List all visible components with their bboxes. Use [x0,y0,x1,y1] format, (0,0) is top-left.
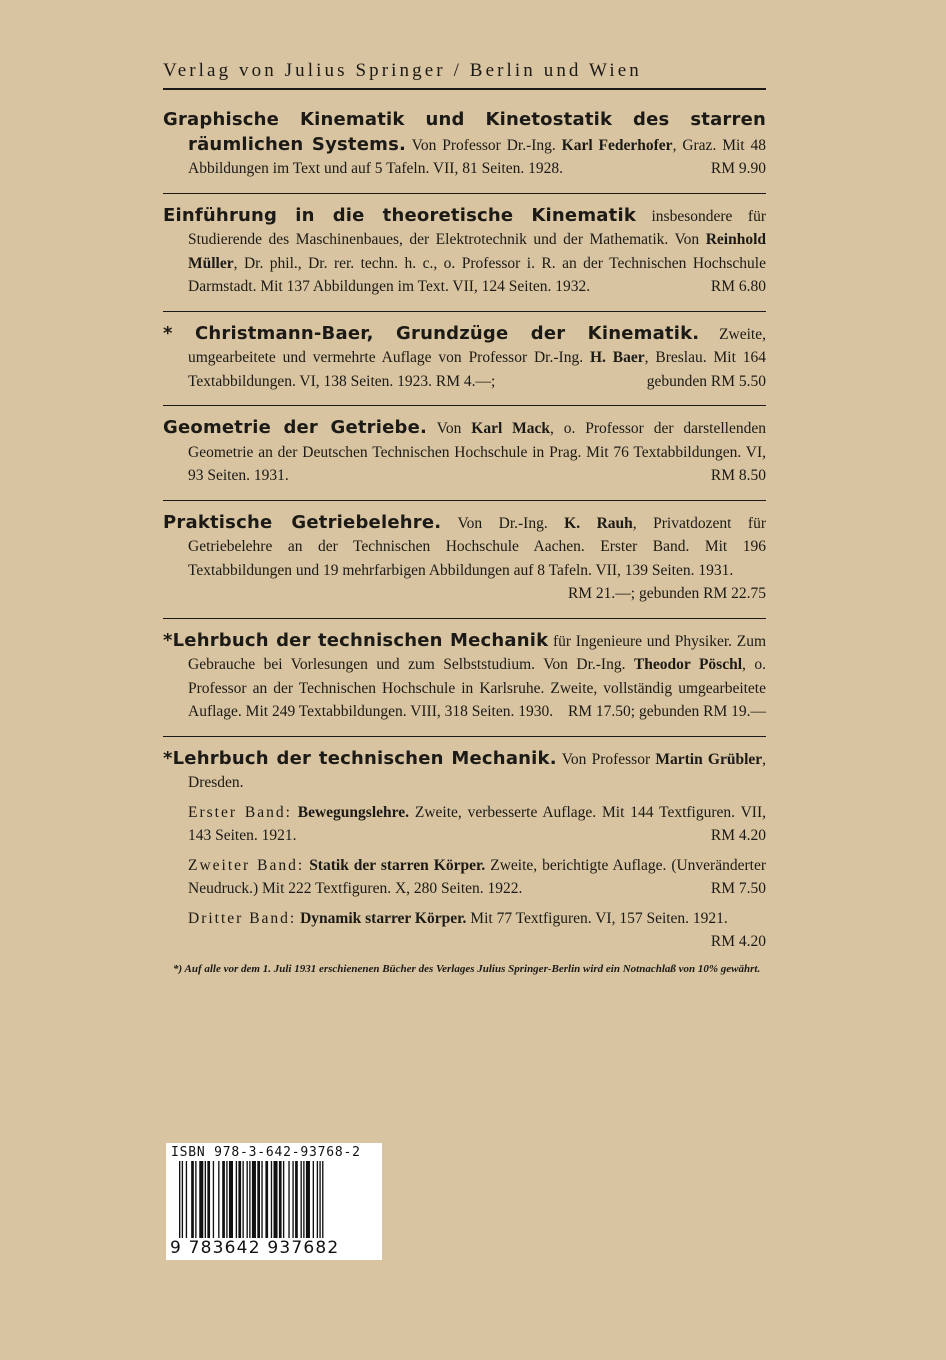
barcode-bar [317,1161,318,1239]
volume-item [163,854,766,901]
book-entry [163,416,766,488]
barcode-bar [247,1161,248,1239]
volume-description: Mit 77 Textfiguren. VI, 157 Seiten. 1921. [470,909,728,927]
ean-digits: 9 783642 937682 [170,1238,340,1258]
barcode-bar [218,1161,219,1239]
barcode-bar [313,1161,314,1239]
barcode-bar [199,1161,203,1239]
barcode-bar [182,1161,183,1249]
volume-subtitle: Bewegungslehre. [297,803,409,821]
barcode-bar [205,1161,206,1239]
volume-description: Zweite, verbesserte Auflage. Mit 144 Textfiguren. VII, 143 Seiten. 1921. [188,803,766,844]
barcode-bar [207,1161,210,1239]
book-price: gebunden RM 5.50 [646,372,766,390]
book-author: K. Rauh [564,514,633,532]
barcode-bar [303,1161,304,1239]
book-title: * Christmann-Baer, Grundzüge der Kinematik. [163,322,700,344]
barcode-bar [238,1161,241,1239]
volume-subtitle: Dynamik starrer Körper. [300,909,467,927]
book-entry [163,322,766,394]
barcode-bar [279,1161,282,1239]
book-price: RM 9.90 [710,160,766,177]
entry-divider [163,618,766,619]
barcode-bar [229,1161,233,1239]
barcode-bars [179,1161,369,1249]
volume-item [163,801,766,848]
book-author: Reinhold Müller [188,231,767,272]
barcode-bar [191,1161,194,1239]
barcode-bar [242,1161,243,1239]
barcode-bar [195,1161,196,1239]
book-price: RM 8.50 [710,467,766,484]
entry-divider [163,736,766,737]
barcode-bar [306,1161,310,1239]
book-description: , Dr. phil., Dr. rer. techn. h. c., o. Professor i. R. an der Technischen Hochschule Darmstadt. Mit 137 Abbildungen im Text. VII, 124 Seiten. 1932. [188,254,766,295]
volume-price: RM 4.20 [710,933,766,950]
book-description: , Privatdozent für Getriebelehre an der Technischen Hochschule Aachen. Erster Band. Mit 196 Textabbildungen und 19 mehrfarbigen Abbildungen auf 8 Tafeln. VII, 139 Seiten. 1931. [188,514,766,579]
book-description: , o. Professor an der Technischen Hochschule in Karlsruhe. Zweite, vollständig umgearbeitete Auflage. Mit 249 Textabbildungen. VIII, 318 Seiten. 1930. [188,656,767,720]
barcode-bar [301,1161,302,1239]
barcode-bar [271,1161,272,1239]
book-title: Geometrie der Getriebe. [163,417,428,438]
book-author: Theodor Pöschl [633,656,743,673]
book-price: RM 6.80 [710,278,766,295]
book-price: RM 21.—; gebunden RM 22.75 [567,585,766,602]
barcode-bar [274,1161,278,1239]
book-entry [163,108,766,181]
page [163,60,766,976]
book-entry [163,629,766,724]
book-description: insbesondere für Studierende des Maschinenbaues, der Elektrotechnik und der Mathematik. Von [188,207,766,248]
volume-list [163,801,766,954]
book-description: für Ingenieure und Physiker. Zum Gebrauche bei Vorlesungen und zum Selbststudium. Von Dr.-Ing. [188,632,767,673]
book-author: H. Baer [589,349,645,366]
publisher-header: Verlag von Julius Springer / Berlin und Wien [163,60,766,90]
book-description: Von Dr.-Ing. [457,514,548,532]
barcode-bar [261,1161,262,1239]
barcode-bar [283,1161,284,1239]
book-entry-gruebler [163,747,766,954]
volume-label: Zweiter Band: [188,856,305,874]
volume-label: Dritter Band: [188,909,297,927]
barcode-bar [319,1161,320,1249]
entry-divider [163,311,766,312]
footnote: *) Auf alle vor dem 1. Juli 1931 erschienenen Bücher des Verlages Julius Springer-Berlin wird ein Notnachlaß von 10% gewährt. [173,962,761,975]
book-description: , Breslau. Mit 164 Textabbildungen. VI, 138 Seiten. 1923. RM 4.—; [188,349,767,390]
barcode-bar [295,1161,298,1239]
book-entry [163,204,766,299]
volume-description: Zweite, berichtigte Auflage. (Unveränderter Neudruck.) Mit 222 Textfiguren. X, 280 Seiten. 1922. [188,856,766,897]
barcode-bar [257,1161,260,1239]
barcode-bar [322,1161,323,1249]
barcode-bar [292,1161,293,1239]
book-title: Praktische Getriebelehre. [163,511,442,533]
entry-divider [163,500,766,501]
book-list [163,108,766,737]
book-description: Von Professor Dr.-Ing. [411,136,556,154]
book-description: , Dresden. [188,750,767,791]
barcode-bar [288,1161,289,1239]
isbn-label: ISBN 978-3-642-93768-2 [171,1145,361,1160]
barcode-bar [226,1161,227,1239]
book-entry [163,511,766,606]
entry-divider [163,193,766,194]
isbn-barcode [166,1143,382,1260]
barcode-bar [186,1161,187,1239]
book-description: , o. Professor der darstellenden Geometrie an der Deutschen Technischen Hochschule in Prag. Mit 76 Textabbildungen. VI, 93 Seiten. 1931. [188,420,766,484]
volume-subtitle: Statik der starren Körper. [309,856,486,874]
volume-item [163,907,766,954]
book-title: Einführung in die theoretische Kinematik [163,204,636,226]
barcode-bar [252,1161,256,1249]
book-title: *Lehrbuch der technischen Mechanik [163,629,549,651]
volume-label: Erster Band: [188,803,292,821]
barcode-bar [265,1161,268,1239]
book-price: RM 17.50; gebunden RM 19.— [567,703,766,720]
book-description: Zweite, umgearbeitete und vermehrte Auflage von Professor Dr.-Ing. [188,325,766,366]
book-description: Von Professor [561,750,651,768]
book-title: *Lehrbuch der technischen Mechanik. [163,747,557,769]
volume-price: RM 4.20 [710,827,766,844]
book-author: Karl Mack [471,420,551,437]
barcode-bar [222,1161,225,1239]
book-author: Karl Federhofer [561,136,673,154]
barcode-bar [249,1161,250,1249]
entry-divider [163,405,766,406]
barcode-bar [236,1161,237,1239]
barcode-bar [213,1161,214,1239]
book-description: Von [436,420,462,437]
book-title: Graphische Kinematik und Kinetostatik des starren räumlichen Systems. [163,109,766,155]
book-description: , Graz. Mit 48 Abbildungen im Text und auf 5 Tafeln. VII, 81 Seiten. 1928. [188,136,766,177]
book-author: Martin Grübler [655,750,763,768]
barcode-bar [179,1161,180,1249]
volume-price: RM 7.50 [710,880,766,897]
